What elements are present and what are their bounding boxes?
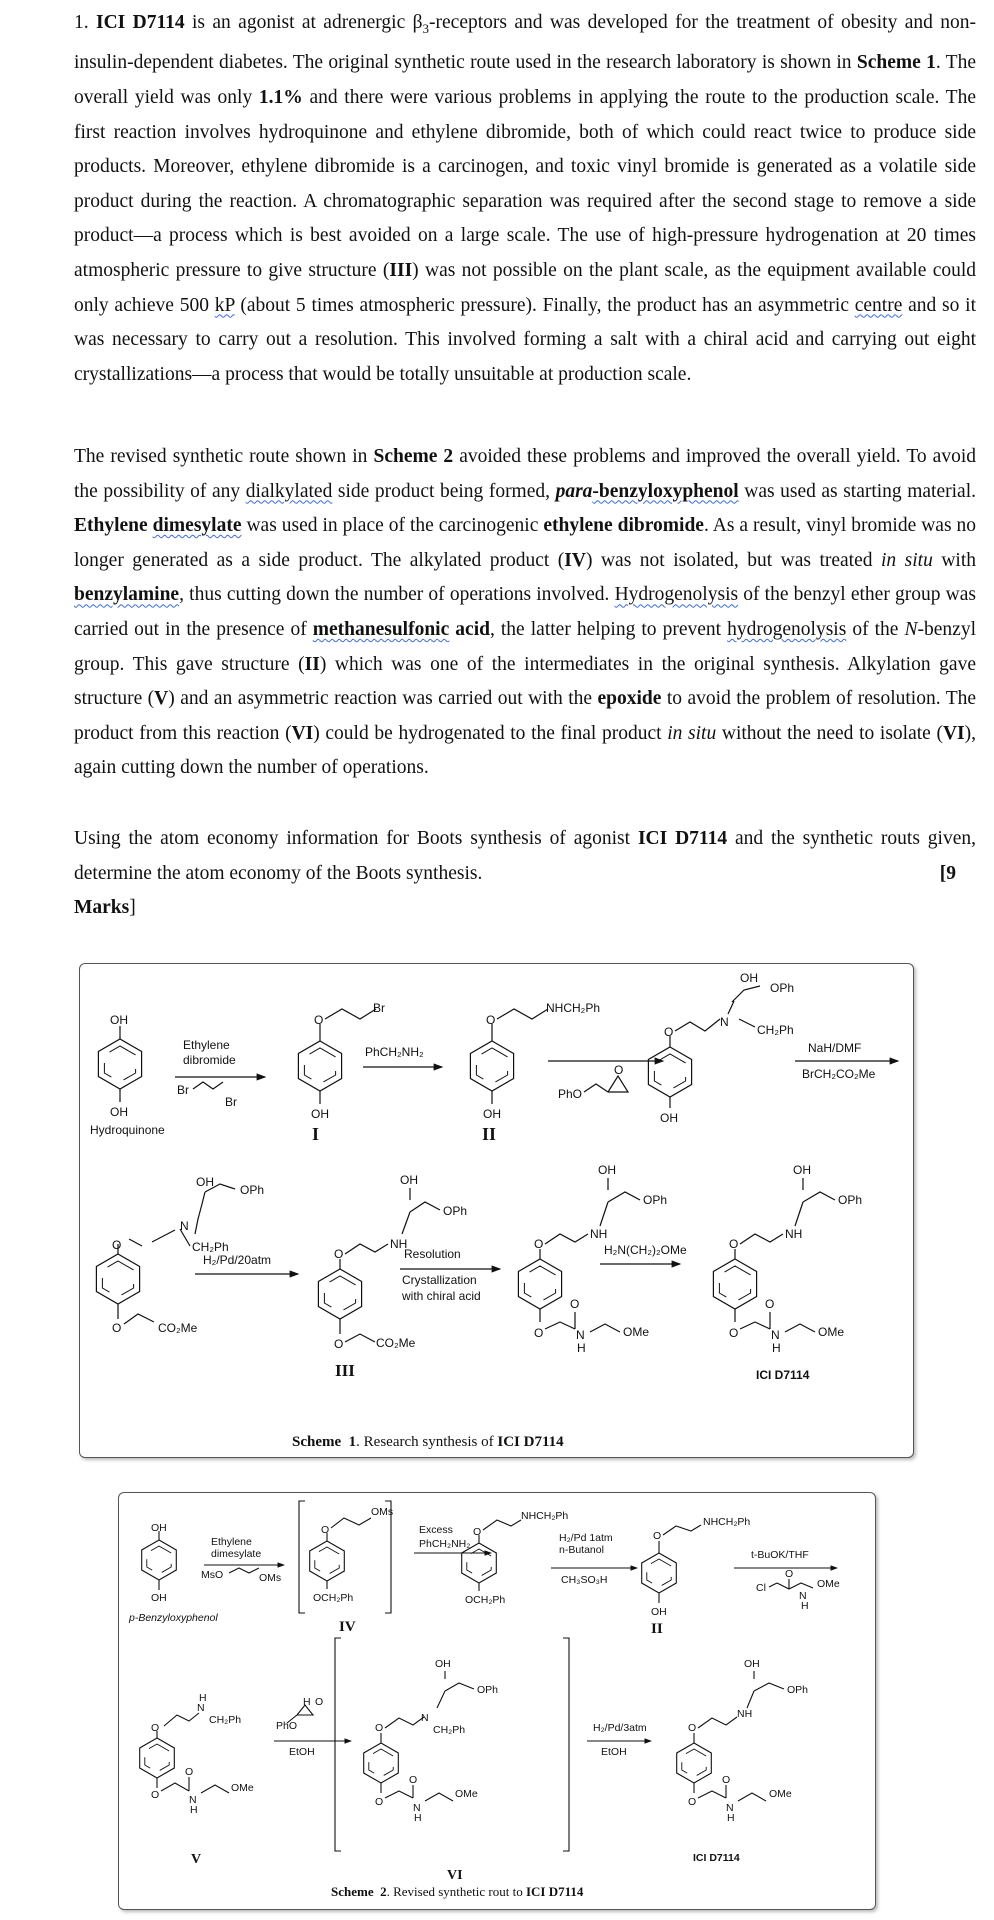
s2-II-o: O [653,1530,662,1542]
s2-p-oh: OH [744,1658,760,1670]
s2-reagent-ome: OMe [817,1578,840,1590]
s2-V-n2: N [189,1794,197,1806]
s2-VI-ch2ph: CH₂Ph [433,1724,466,1736]
s2-reagent-nbutanol: n-Butanol [559,1544,604,1556]
s2-IV-oms: OMs [371,1506,394,1518]
s2-reagent-tbuok: t-BuOK/THF [751,1549,809,1561]
s2-reagent-cl: Cl [756,1582,766,1594]
s2-p-o3: O [722,1774,731,1786]
s1-r2-co2me: CO₂Me [158,1321,198,1335]
s1-reagent-nah: NaH/DMF [808,1041,862,1055]
s2-reagent-pho: PhO [276,1720,298,1732]
scheme-1-diagram [80,964,913,1457]
s2-VI-o2: O [375,1796,384,1808]
s1-r-o3: O [570,1297,580,1311]
s2-reagent-ch3so3h: CH₃SO₃H [561,1574,608,1586]
scheme-2-box [118,1492,876,1910]
s2-VI-oh: OH [435,1658,451,1670]
s2-V-ome: OMe [231,1782,254,1794]
s1-reagent-brch2co2me: BrCH₂CO₂Me [802,1067,876,1081]
s2-VI-ome: OMe [455,1788,478,1800]
s1-hq-oh-bottom: OH [110,1105,128,1119]
s1-label-III: III [335,1361,355,1380]
question-paragraph-2: The revised synthetic route shown in Scheme 2 avoided these problems and improved the overall yield. To avoid the possibility of any dialkylated side product being formed, para-benzyloxyphenol was used as starting material. Ethylene dimesylate was used in place of the carcinogenic ethylene dibromide. As a result, vinyl bromide was no longer generated as a side product. The alkylated product (IV) was not isolated, but was treated in situ with benzylamine, thus cutting down the number of operations involved. Hydrogenolysis of the benzyl ether group was carried out in the presence of methanesulfonic acid, the latter helping to prevent hydrogenolysis of the N-benzyl group. This gave structure (II) which was one of the intermediates in the original synthesis. Alkylation gave structure (V) and an asymmetric reaction was carried out with the epoxide to avoid the problem of resolution. The product from this reaction (VI) could be hydrogenated to the final product in situ without the need to isolate (VI), again cutting down the number of operations. [74,446,977,779]
s2-p-o: O [688,1722,697,1734]
s2-p-nh: NH [737,1708,753,1720]
s1-r2-o: O [112,1238,122,1252]
s2-IV-och2ph: OCH₂Ph [313,1592,354,1604]
s2-reagent-ethylene: Ethylene [211,1536,252,1548]
s2-V-o: O [151,1722,160,1734]
s1-reagent-h2pd: H₂/Pd/20atm [203,1253,272,1267]
s2-reagent-dimesylate: dimesylate [211,1548,262,1560]
s2-reagent-epox-h: H [303,1696,311,1708]
s2-a-och2ph: OCH₂Ph [465,1594,506,1606]
s1-p3-oh-bottom: OH [660,1111,678,1125]
s2-reagent-h2pd3: H₂/Pd/3atm [593,1722,647,1734]
s1-epoxide-o: O [614,1063,624,1077]
s2-VI-oph: OPh [477,1684,499,1696]
s1-r-oph: OPh [643,1193,668,1207]
s2-p-h: H [727,1812,735,1824]
s2-reagent-h2pd: H₂/Pd 1atm [559,1532,613,1544]
s1-label-II: II [482,1124,497,1144]
s2-reagent-o: O [785,1568,794,1580]
s2-a-nhch2ph: NHCH₂Ph [521,1510,569,1522]
s1-br-b: Br [225,1095,237,1109]
s1-reagent-amine: H₂N(CH₂)₂OMe [604,1243,687,1257]
s2-VI-o3: O [409,1774,418,1786]
s1-r2-ch2ph: CH₂Ph [192,1240,229,1254]
s1-I-br: Br [373,1001,385,1015]
s2-reagent-mso: MsO [201,1569,224,1581]
s2-reagent-n: N [799,1590,807,1602]
s2-label-IV: IV [339,1619,356,1635]
s1-p3-n: N [720,1015,729,1029]
s1-p3-oh: OH [740,971,758,985]
s2-start-oh: OH [151,1522,167,1534]
s1-III-oh: OH [400,1173,418,1187]
s1-p-o2: O [729,1326,739,1340]
s2-VI-o: O [375,1722,384,1734]
s1-r-nh: NH [590,1227,608,1241]
s2-reagent-benzylamine: PhCH₂NH₂ [419,1538,471,1550]
s1-p3-oph: OPh [770,981,795,995]
s1-epoxide-pho: PhO [558,1087,583,1101]
s2-label-VI: VI [447,1868,463,1883]
s1-reagent-cryst1: Crystallization [402,1273,477,1287]
s1-r-h: H [577,1341,586,1355]
s1-I-o: O [314,1013,324,1027]
s2-p-o2: O [688,1796,697,1808]
s1-III-o2: O [334,1337,344,1351]
scheme-2-diagram [119,1493,875,1909]
s2-V-ch2ph: CH₂Ph [209,1714,242,1726]
scheme-1-box [79,963,914,1458]
s2-VI-h: H [414,1812,422,1824]
s2-VI-n2: N [413,1802,421,1814]
s1-p-oh: OH [793,1163,811,1177]
s1-p-ome: OMe [818,1325,845,1339]
s1-r-o2: O [534,1326,544,1340]
s1-r-o: O [534,1237,544,1251]
s1-label-I: I [312,1124,320,1144]
s1-I-oh: OH [311,1107,329,1121]
s2-VI-n: N [421,1712,429,1724]
s1-III-oph: OPh [443,1204,468,1218]
question-paragraph-3: Using the atom economy information for Boots synthesis of agonist ICI D7114 and the synthetic routs given, determine the atom economy of the Boots synthesis. [9 Marks] [74,828,976,919]
s1-p-n: N [771,1328,780,1342]
s2-reagent-h: H [801,1600,809,1612]
s2-reagent-epox-o: O [315,1696,324,1708]
s1-III-nh: NH [390,1237,408,1251]
s1-r-ome: OMe [623,1325,650,1339]
s1-II-nhch2ph: NHCH₂Ph [546,1001,600,1015]
s1-r-oh: OH [598,1163,616,1177]
s2-p-oph: OPh [787,1684,809,1696]
question-paragraph-1: 1. ICI D7114 is an agonist at adrenergic $\beta_3$-receptors and was developed for the treatment of obesity and non-insulin-dependent diabetes. The original synthetic route used in the research laboratory is shown in Scheme 1. The overall yield was only 1.1% and there were various problems in applying the route to the production scale. The first reaction involves hydroquinone and ethylene dibromide, both of which could react twice to produce side products. Moreover, ethylene dibromide is a carcinogen, and toxic vinyl bromide is generated as a volatile side product during the reaction. A chromatographic separation was required after the second stage to remove a side product—a process which is best avoided on a large scale. The use of high-pressure hydrogenation at 20 times atmospheric pressure to give structure (III) was not possible on the plant scale, as the equipment available could only achieve 500 kP (about 5 times atmospheric pressure). Finally, the product has an asymmetric centre and so it was necessary to carry out a resolution. This involved forming a salt with a chiral acid and carrying out eight crystallizations—a process that would be totally unsuitable at production scale. [74,12,977,385]
s1-p-h: H [772,1341,781,1355]
s1-hydroquinone-label: Hydroquinone [90,1123,165,1137]
s2-product-label: ICI D7114 [693,1852,740,1864]
s1-p-nh: NH [785,1227,803,1241]
s1-II-o: O [486,1013,496,1027]
s1-reagent-ethylene: Ethylene [183,1038,230,1052]
s2-II-nhch2ph: NHCH₂Ph [703,1516,751,1528]
s2-V-n: N [197,1702,205,1714]
s1-III-o: O [334,1247,344,1261]
s2-label-II: II [651,1621,663,1637]
s2-II-oh: OH [651,1606,667,1618]
s1-p-o: O [729,1237,739,1251]
scheme-2-caption: Scheme 2. Revised synthetic rout to ICI D7114 [331,1884,584,1899]
s1-II-oh: OH [483,1107,501,1121]
s1-III-co2me: CO₂Me [376,1336,416,1350]
s1-r-n: N [576,1328,585,1342]
s1-r2-n: N [180,1219,189,1233]
s1-r2-oh: OH [196,1175,214,1189]
s1-r2-o2: O [112,1321,122,1335]
s1-reagent-benzylamine: PhCH₂NH₂ [365,1045,424,1059]
s1-reagent-resolution: Resolution [404,1247,461,1261]
s2-V-o2: O [151,1789,160,1801]
s2-start-label: p-Benzyloxyphenol [129,1612,218,1624]
s2-V-h2: H [190,1804,198,1816]
s2-reagent-excess: Excess [419,1524,453,1536]
s2-p-n: N [726,1802,734,1814]
s2-reagent-etoh2: EtOH [601,1746,627,1758]
s2-V-o3: O [185,1766,194,1778]
s1-br-a: Br [177,1083,189,1097]
s2-start-och2ph: OH [151,1592,167,1604]
scheme-1-caption: Scheme 1. Research synthesis of ICI D7114 [292,1434,564,1450]
s2-label-V: V [191,1852,202,1867]
s1-hq-oh-top: OH [110,1013,128,1027]
s1-reagent-cryst2: with chiral acid [402,1289,481,1303]
s2-p-ome: OMe [769,1788,792,1800]
s1-product-label: ICI D7114 [756,1368,810,1382]
s1-reagent-dibromide: dibromide [183,1053,236,1067]
s2-a-o: O [473,1526,482,1538]
s2-reagent-etoh: EtOH [289,1746,315,1758]
s1-p3-o: O [664,1025,674,1039]
s1-p3-ch2ph: CH₂Ph [757,1023,794,1037]
s1-r2-oph: OPh [240,1183,265,1197]
s2-reagent-oms: OMs [259,1572,282,1584]
s1-p-oph: OPh [838,1193,863,1207]
s2-IV-o: O [321,1524,330,1536]
s1-p-o3: O [765,1297,775,1311]
s2-V-h: H [199,1692,207,1704]
